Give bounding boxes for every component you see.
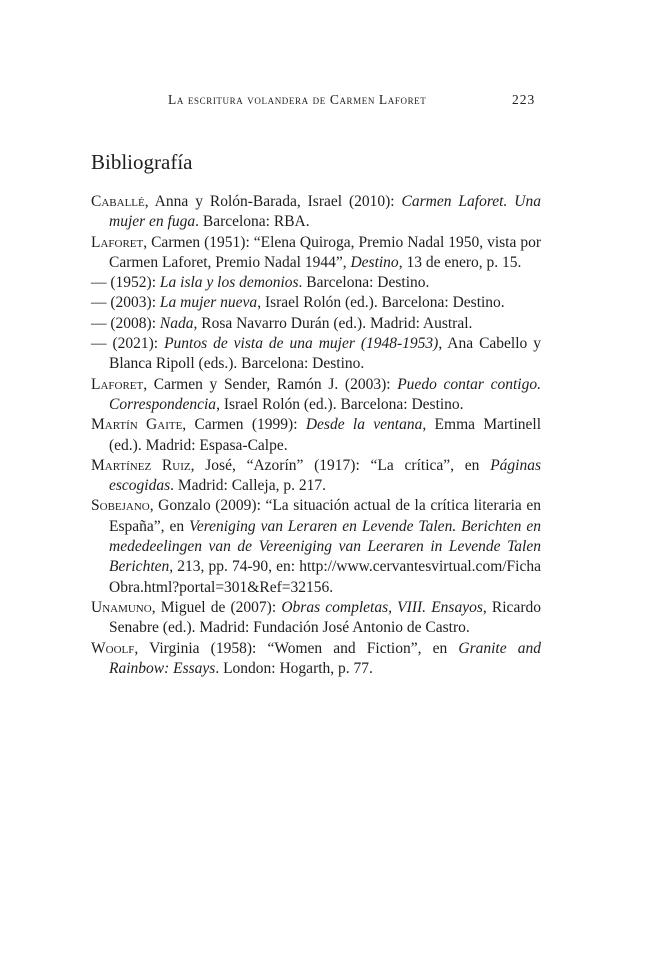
running-title: La escritura volandera de Carmen Laforet [168,92,427,107]
section-title: Bibliografía [91,150,193,174]
bibliography-list [91,192,541,679]
page-number: 223 [512,92,536,107]
bibliography-entry: — (2021): Puntos de vista de una mujer (1948-1953), Ana Cabello y Blanca Ripoll (eds.). Barcelona: Destino. [91,335,541,373]
bibliography-entry: Unamuno, Miguel de (2007): Obras completas, VIII. Ensayos, Ricardo Senabre (ed.). Madrid: Fundación José Antonio de Castro. [91,598,541,637]
bibliography-entry: — (1952): La isla y los demonios. Barcelona: Destino. [91,274,430,292]
bibliography-entry: Martínez Ruiz, José, “Azorín” (1917): “La crítica”, en Páginas escogidas. Madrid: Calleja, p. 217. [91,456,541,495]
bibliography-entry: Sobejano, Gonzalo (2009): “La situación actual de la crítica literaria en España”, en Vereniging van Leraren en Levende Talen. Berichten en mededeelingen van de Vereeniging van Leeraren in Levende Talen Berichten, 213, pp. 74-90, en: http://www.cervantesvirtual.com/FichaObra.html?portal=301&Ref=32156. [91,497,541,596]
bibliography-entry: Laforet, Carmen y Sender, Ramón J. (2003): Puedo contar contigo. Correspondencia, Israel Rolón (ed.). Barcelona: Destino. [91,375,541,413]
bibliography-entry: Caballé, Anna y Rolón-Barada, Israel (2010): Carmen Laforet. Una mujer en fuga. Barcelona: RBA. [91,193,541,231]
bibliography-entry: Laforet, Carmen (1951): “Elena Quiroga, Premio Nadal 1950, vista por Carmen Laforet, Premio Nadal 1944”, Destino, 13 de enero, p. 15. [91,233,541,271]
bibliography-entry: — (2003): La mujer nueva, Israel Rolón (ed.). Barcelona: Destino. [91,294,505,312]
bibliography-entry: — (2008): Nada, Rosa Navarro Durán (ed.). Madrid: Austral. [91,314,473,332]
running-head [0,92,650,112]
bibliography-entry: Woolf, Virginia (1958): “Women and Fiction”, en Granite and Rainbow: Essays. London: Hogarth, p. 77. [91,639,541,677]
bibliography-entry: Martín Gaite, Carmen (1999): Desde la ventana, Emma Martinell (ed.). Madrid: Espasa-Calpe. [91,416,542,454]
